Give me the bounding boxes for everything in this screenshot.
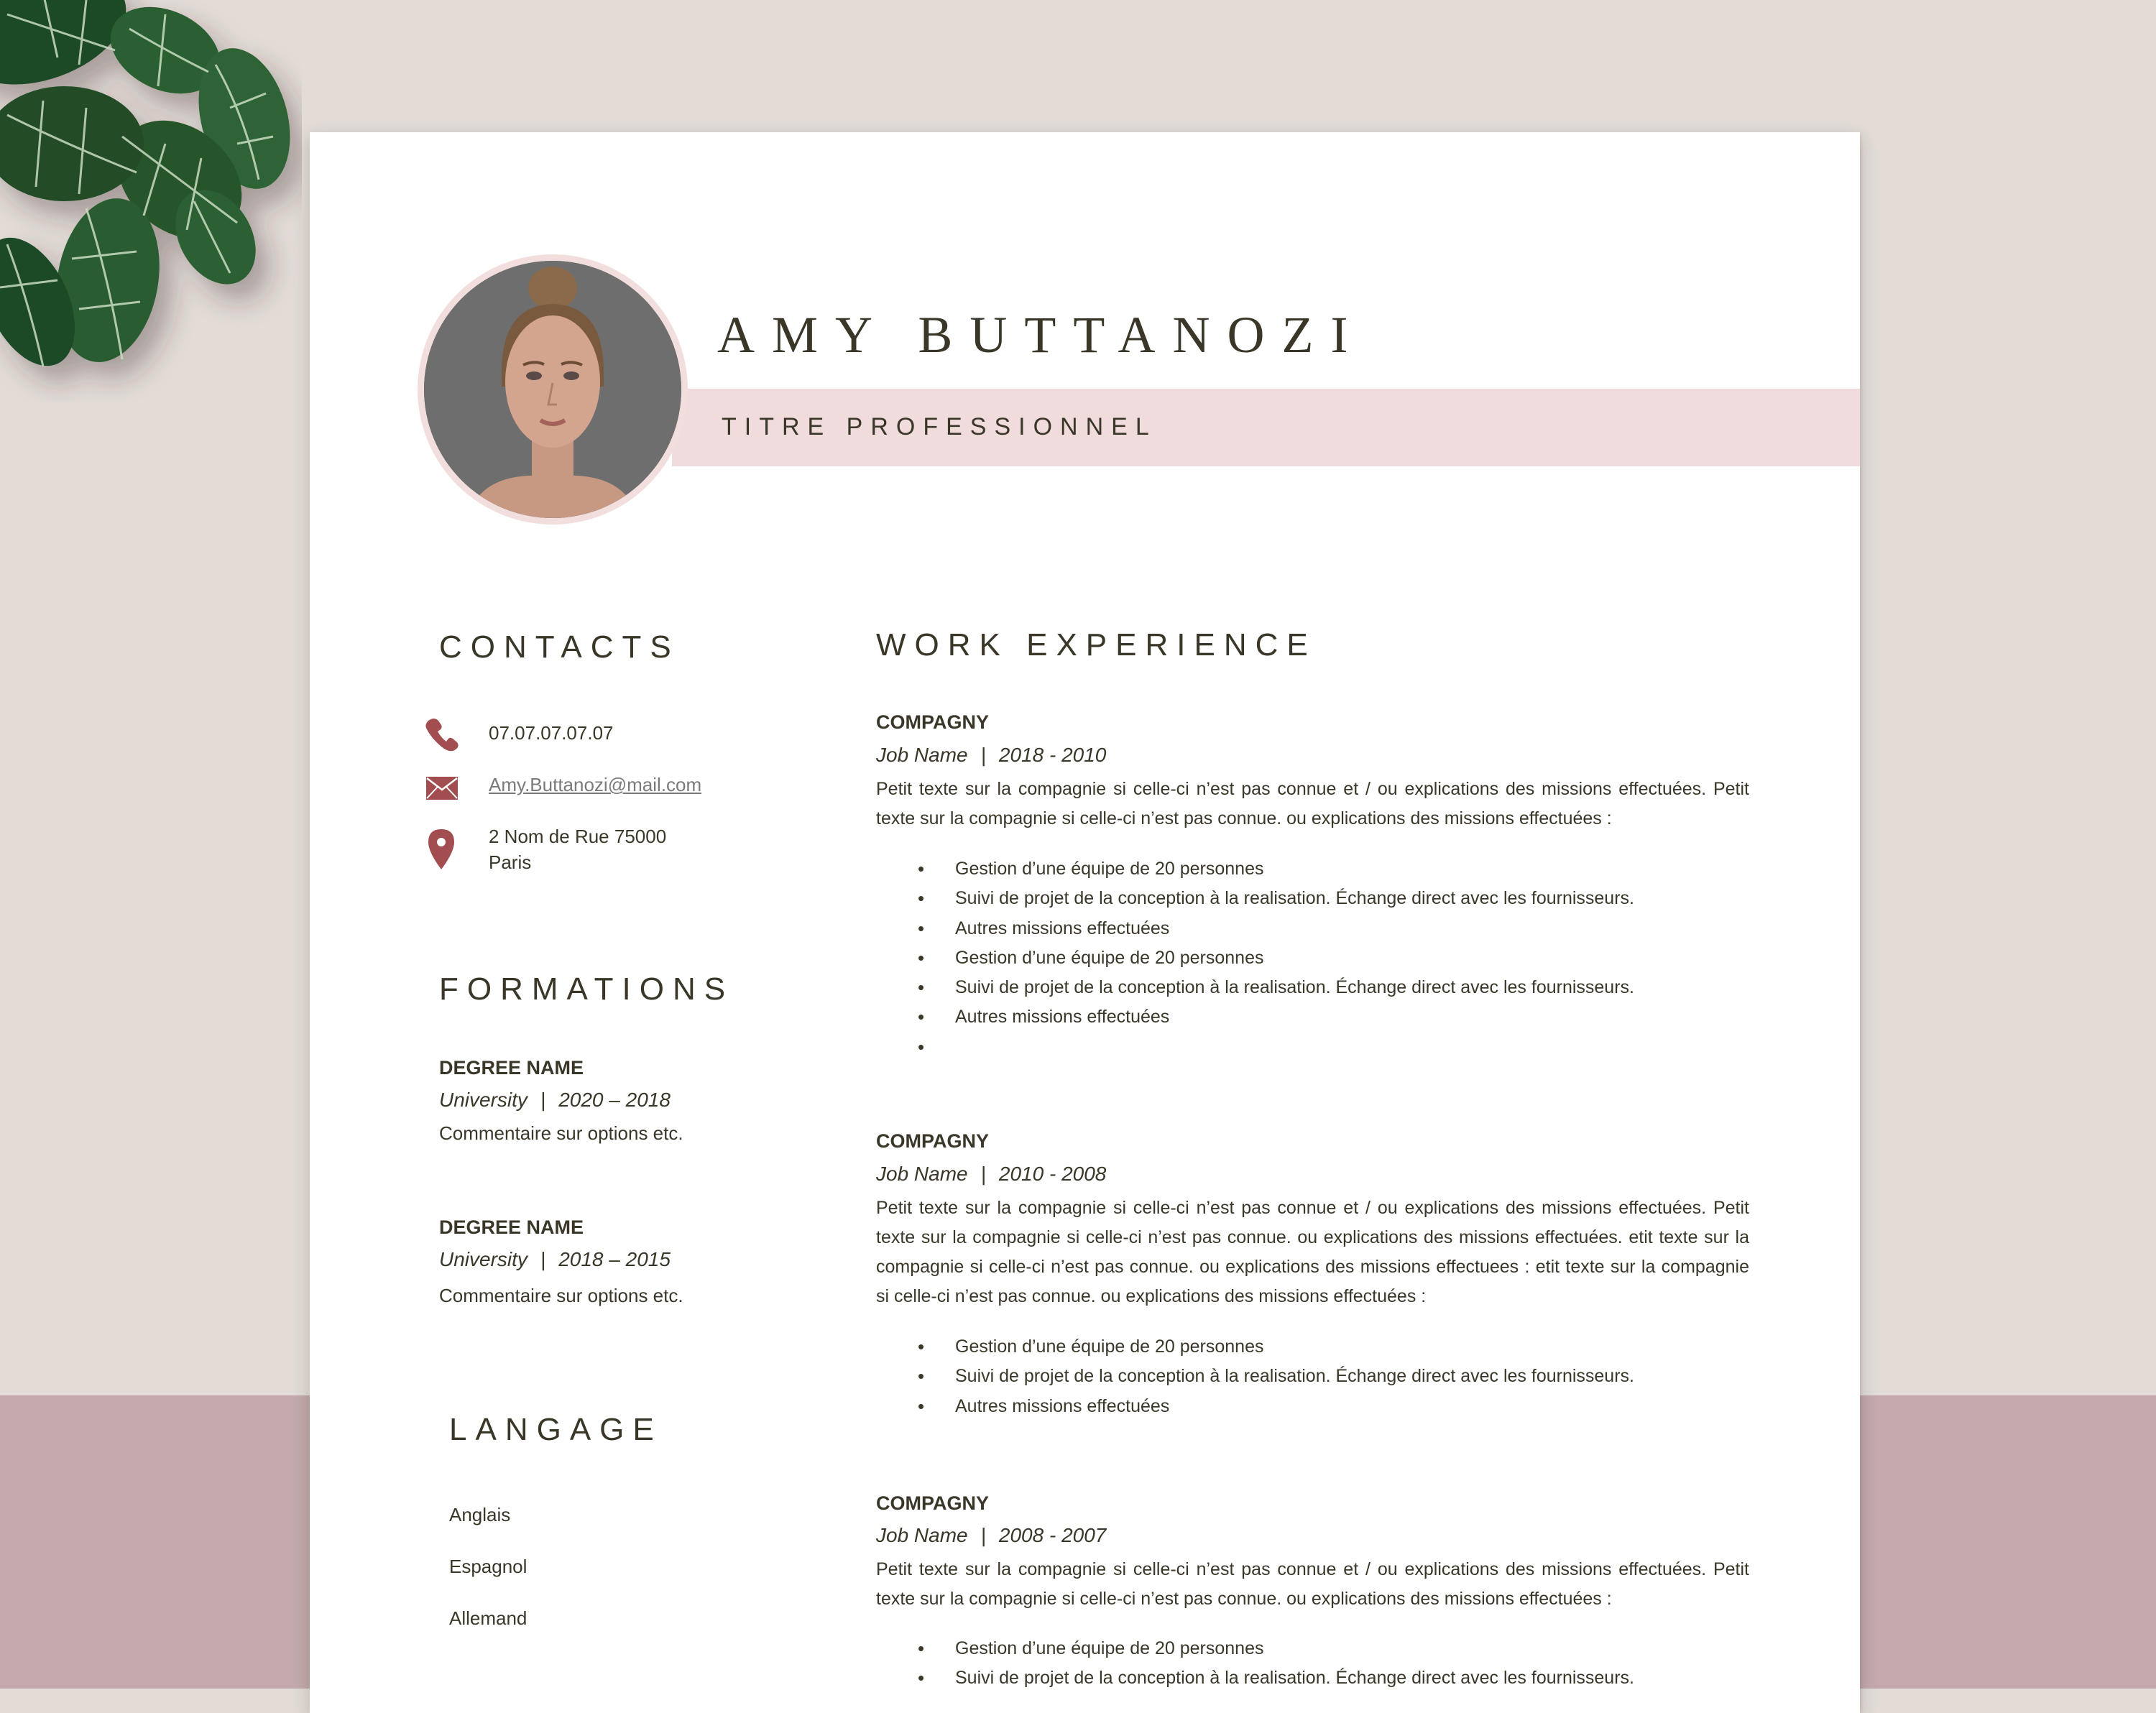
job-description: Petit texte sur la compagnie si celle-ci n’est pas connue et / ou explications des missions effectuées. Petit texte sur la compagnie si celle-ci n’est pas connue. ou explications des missions effectuées : bbox=[876, 779, 1749, 828]
mission-item bbox=[955, 1033, 1634, 1062]
separator: | bbox=[980, 1524, 986, 1546]
degree-comment: Commentaire sur options etc. bbox=[439, 1122, 683, 1144]
separator: | bbox=[540, 1248, 546, 1270]
language-item: Espagnol bbox=[449, 1556, 528, 1577]
formations-heading: FORMATIONS bbox=[439, 971, 734, 1007]
separator: | bbox=[980, 744, 986, 766]
address-street: 2 Nom de Rue 75000 bbox=[489, 826, 667, 847]
job-dates: 2018 - 2010 bbox=[998, 744, 1107, 766]
language-item: Allemand bbox=[449, 1607, 528, 1629]
profile-photo bbox=[424, 261, 681, 518]
job-title-dates bbox=[876, 1163, 1106, 1186]
mission-item: • Gestion d’une équipe de 20 personnes bbox=[955, 943, 1634, 973]
mission-item: • Gestion d’une équipe de 20 personnes bbox=[955, 1332, 1634, 1362]
professional-title: TITRE PROFESSIONNEL bbox=[722, 413, 1157, 440]
job-name: Job Name bbox=[876, 744, 968, 766]
company-name: COMPAGNY bbox=[876, 1492, 990, 1514]
separator: | bbox=[540, 1089, 546, 1111]
degree-name: DEGREE NAME bbox=[439, 1057, 584, 1079]
mission-item: • Autres missions effectuées bbox=[955, 914, 1634, 943]
school-name: University bbox=[439, 1248, 528, 1270]
mission-item: • Autres missions effectuées bbox=[955, 1392, 1634, 1421]
mission-item: • Suivi de projet de la conception à la realisation. Échange direct avec les fournisseurs. bbox=[955, 973, 1634, 1002]
mission-item: • Gestion d’une équipe de 20 personnes bbox=[955, 854, 1634, 884]
separator: | bbox=[980, 1163, 986, 1185]
plant-decoration bbox=[0, 0, 302, 402]
company-name: COMPAGNY bbox=[876, 1130, 990, 1152]
degree-name: DEGREE NAME bbox=[439, 1216, 584, 1238]
job-name: Job Name bbox=[876, 1163, 968, 1185]
mission-item: • Suivi de projet de la conception à la realisation. Échange direct avec les fournisseurs. bbox=[955, 1362, 1634, 1391]
phone-number: 07.07.07.07.07 bbox=[489, 722, 614, 744]
job-title-dates bbox=[876, 1524, 1106, 1547]
degree-dates: 2020 – 2018 bbox=[558, 1089, 671, 1111]
degree-school-dates bbox=[439, 1248, 671, 1271]
candidate-name: AMY BUTTANOZI bbox=[717, 306, 1365, 364]
langage-heading: LANGAGE bbox=[449, 1412, 663, 1447]
address-city: Paris bbox=[489, 851, 532, 873]
job-missions-list bbox=[876, 854, 1634, 1062]
degree-school-dates bbox=[439, 1089, 671, 1112]
address bbox=[489, 823, 666, 875]
job-missions-list bbox=[876, 1332, 1634, 1421]
contacts-heading: CONTACTS bbox=[439, 629, 680, 665]
job-name: Job Name bbox=[876, 1524, 968, 1546]
mission-item: • Autres missions effectuées bbox=[955, 1002, 1634, 1032]
job-title-dates bbox=[876, 744, 1106, 767]
email-link[interactable]: Amy.Buttanozi@mail.com bbox=[489, 774, 702, 795]
school-name: University bbox=[439, 1089, 528, 1111]
job-dates: 2010 - 2008 bbox=[998, 1163, 1107, 1185]
job-description: Petit texte sur la compagnie si celle-ci n’est pas connue et / ou explications des missions effectuées. Petit texte sur la compagnie si celle-ci n’est pas connue. ou explications des missions effectuées. etit texte sur la compagnie si celle-ci n’est pas connue. ou explications des missions effectuees : etit texte sur la compagnie si celle-ci n’est pas connue. ou explications des missions effectuées : bbox=[876, 1198, 1749, 1306]
profile-photo-frame bbox=[418, 254, 688, 525]
company-name: COMPAGNY bbox=[876, 711, 990, 733]
mission-item: • Suivi de projet de la conception à la realisation. Échange direct avec les fournisseurs. bbox=[955, 1663, 1634, 1693]
work-experience-heading: WORK EXPERIENCE bbox=[876, 627, 1317, 662]
job-description: Petit texte sur la compagnie si celle-ci n’est pas connue et / ou explications des missions effectuées. Petit texte sur la compagnie si celle-ci n’est pas connue. ou explications des missions effectuées : bbox=[876, 1559, 1749, 1609]
mail-icon bbox=[425, 776, 459, 800]
degree-comment: Commentaire sur options etc. bbox=[439, 1285, 683, 1306]
phone-icon bbox=[424, 715, 461, 752]
job-dates: 2008 - 2007 bbox=[998, 1524, 1107, 1546]
degree-dates: 2018 – 2015 bbox=[558, 1248, 671, 1270]
mission-item: • Gestion d’une équipe de 20 personnes bbox=[955, 1634, 1634, 1663]
language-item: Anglais bbox=[449, 1504, 511, 1525]
mission-item: • Suivi de projet de la conception à la realisation. Échange direct avec les fournisseurs. bbox=[955, 884, 1634, 913]
location-pin-icon bbox=[427, 828, 456, 871]
job-missions-list bbox=[876, 1634, 1634, 1694]
